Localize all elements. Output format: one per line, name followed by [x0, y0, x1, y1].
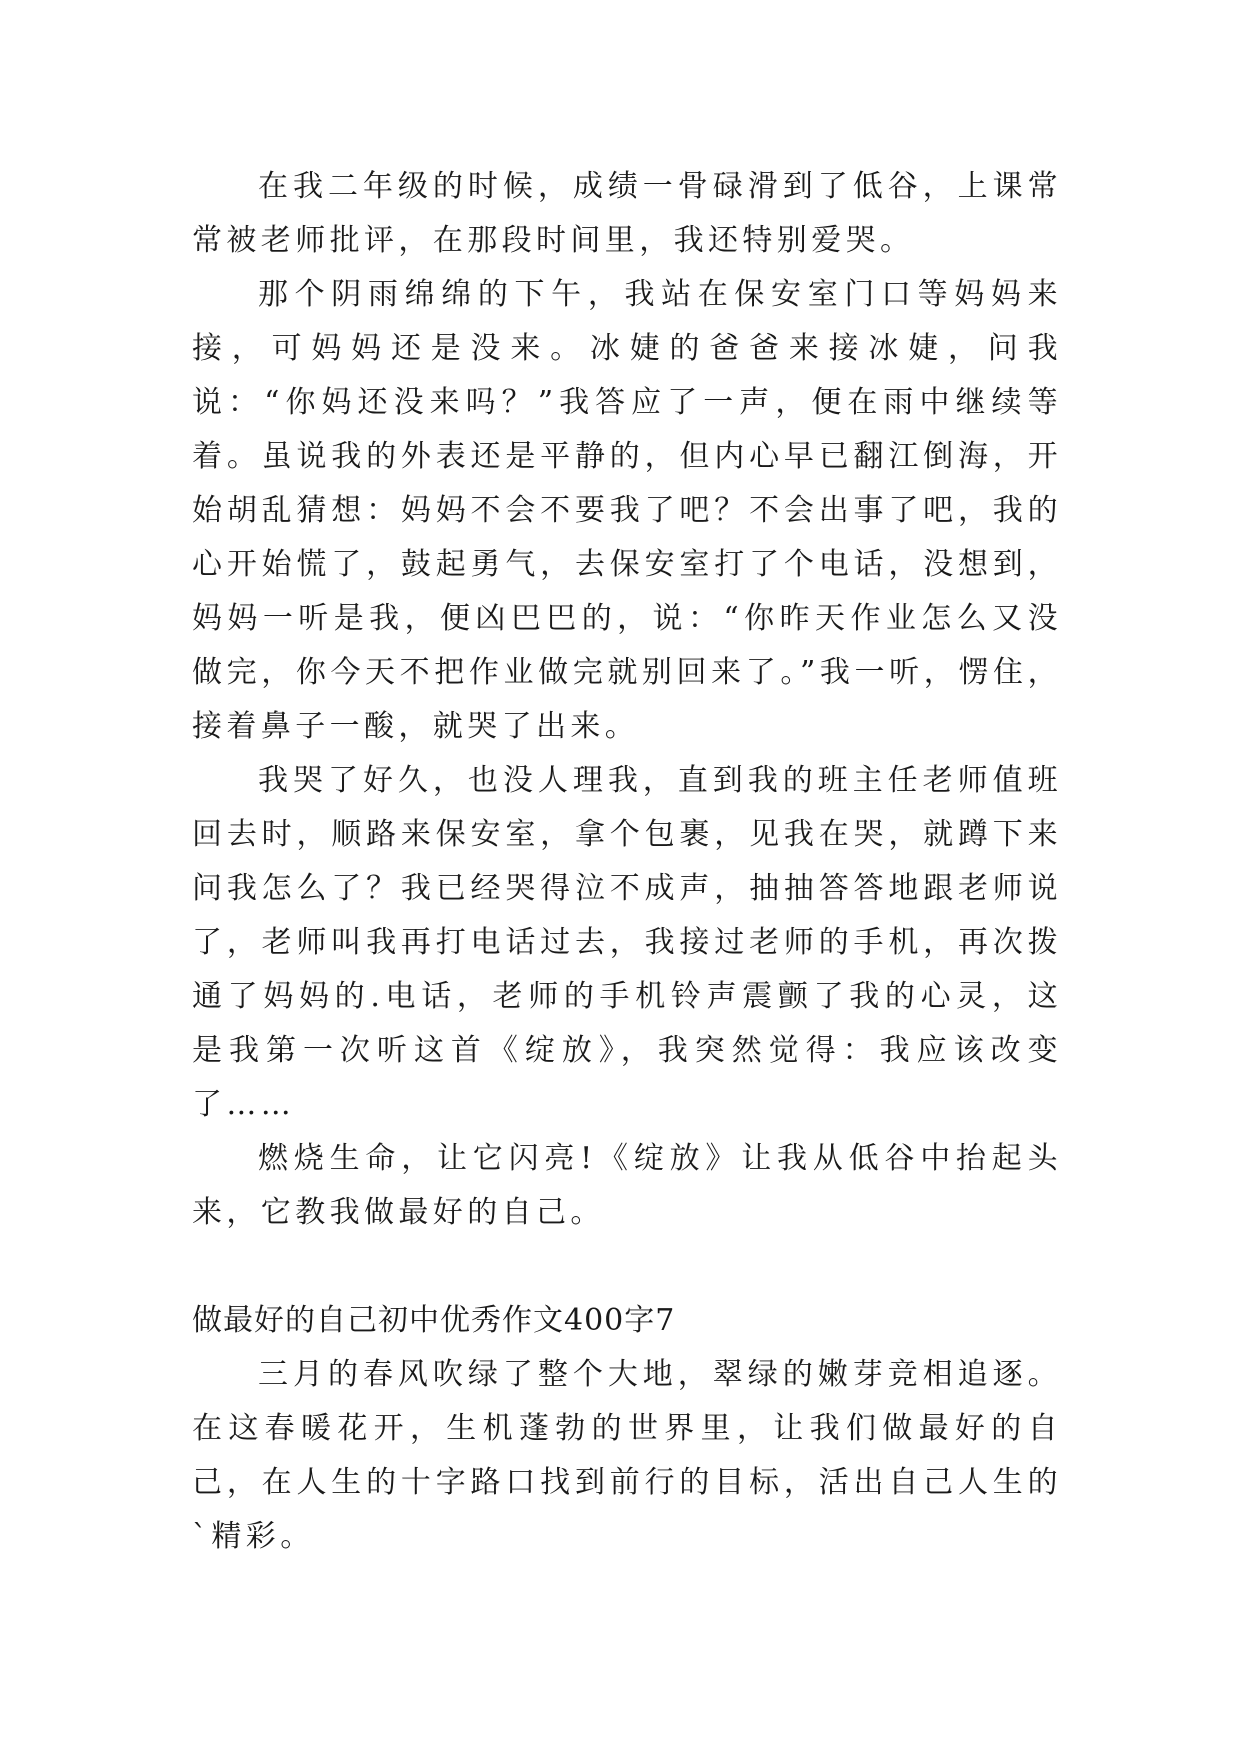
- paragraph: 燃烧生命，让它闪亮!《绽放》让我从低谷中抬起头来，它教我做最好的自己。: [192, 1141, 1062, 1230]
- paragraph: 在我二年级的时候，成绩一骨碌滑到了低谷，上课常常被老师批评，在那段时间里，我还特别爱哭。: [192, 169, 1062, 258]
- paragraph: 三月的春风吹绿了整个大地，翠绿的嫩芽竞相追逐。在这春暖花开，生机蓬勃的世界里，让我们做最好的自己，在人生的十字路口找到前行的目标，活出自己人生的`精彩。: [192, 1357, 1062, 1554]
- paragraph-spacer: [192, 1240, 1062, 1294]
- paragraph: 那个阴雨绵绵的下午，我站在保安室门口等妈妈来接，可妈妈还是没来。冰婕的爸爸来接冰婕，问我说：“你妈还没来吗？”我答应了一声，便在雨中继续等着。虽说我的外表还是平静的，但内心早已翻江倒海，开始胡乱猜想：妈妈不会不要我了吧？不会出事了吧，我的心开始慌了，鼓起勇气，去保安室打了个电话，没想到，妈妈一听是我，便凶巴巴的，说：“你昨天作业怎么又没做完，你今天不把作业做完就别回来了。”我一听，愣住，接着鼻子一酸，就哭了出来。: [192, 277, 1062, 744]
- essay-heading: 做最好的自己初中优秀作文400字7: [192, 1303, 676, 1338]
- paragraph: 我哭了好久，也没人理我，直到我的班主任老师值班回去时，顺路来保安室，拿个包裹，见我在哭，就蹲下来问我怎么了？我已经哭得泣不成声，抽抽答答地跟老师说了，老师叫我再打电话过去，我接过老师的手机，再次拨通了妈妈的.电话，老师的手机铃声震颤了我的心灵，这是我第一次听这首《绽放》，我突然觉得：我应该改变了……: [192, 763, 1062, 1122]
- document-body: [192, 160, 1062, 1564]
